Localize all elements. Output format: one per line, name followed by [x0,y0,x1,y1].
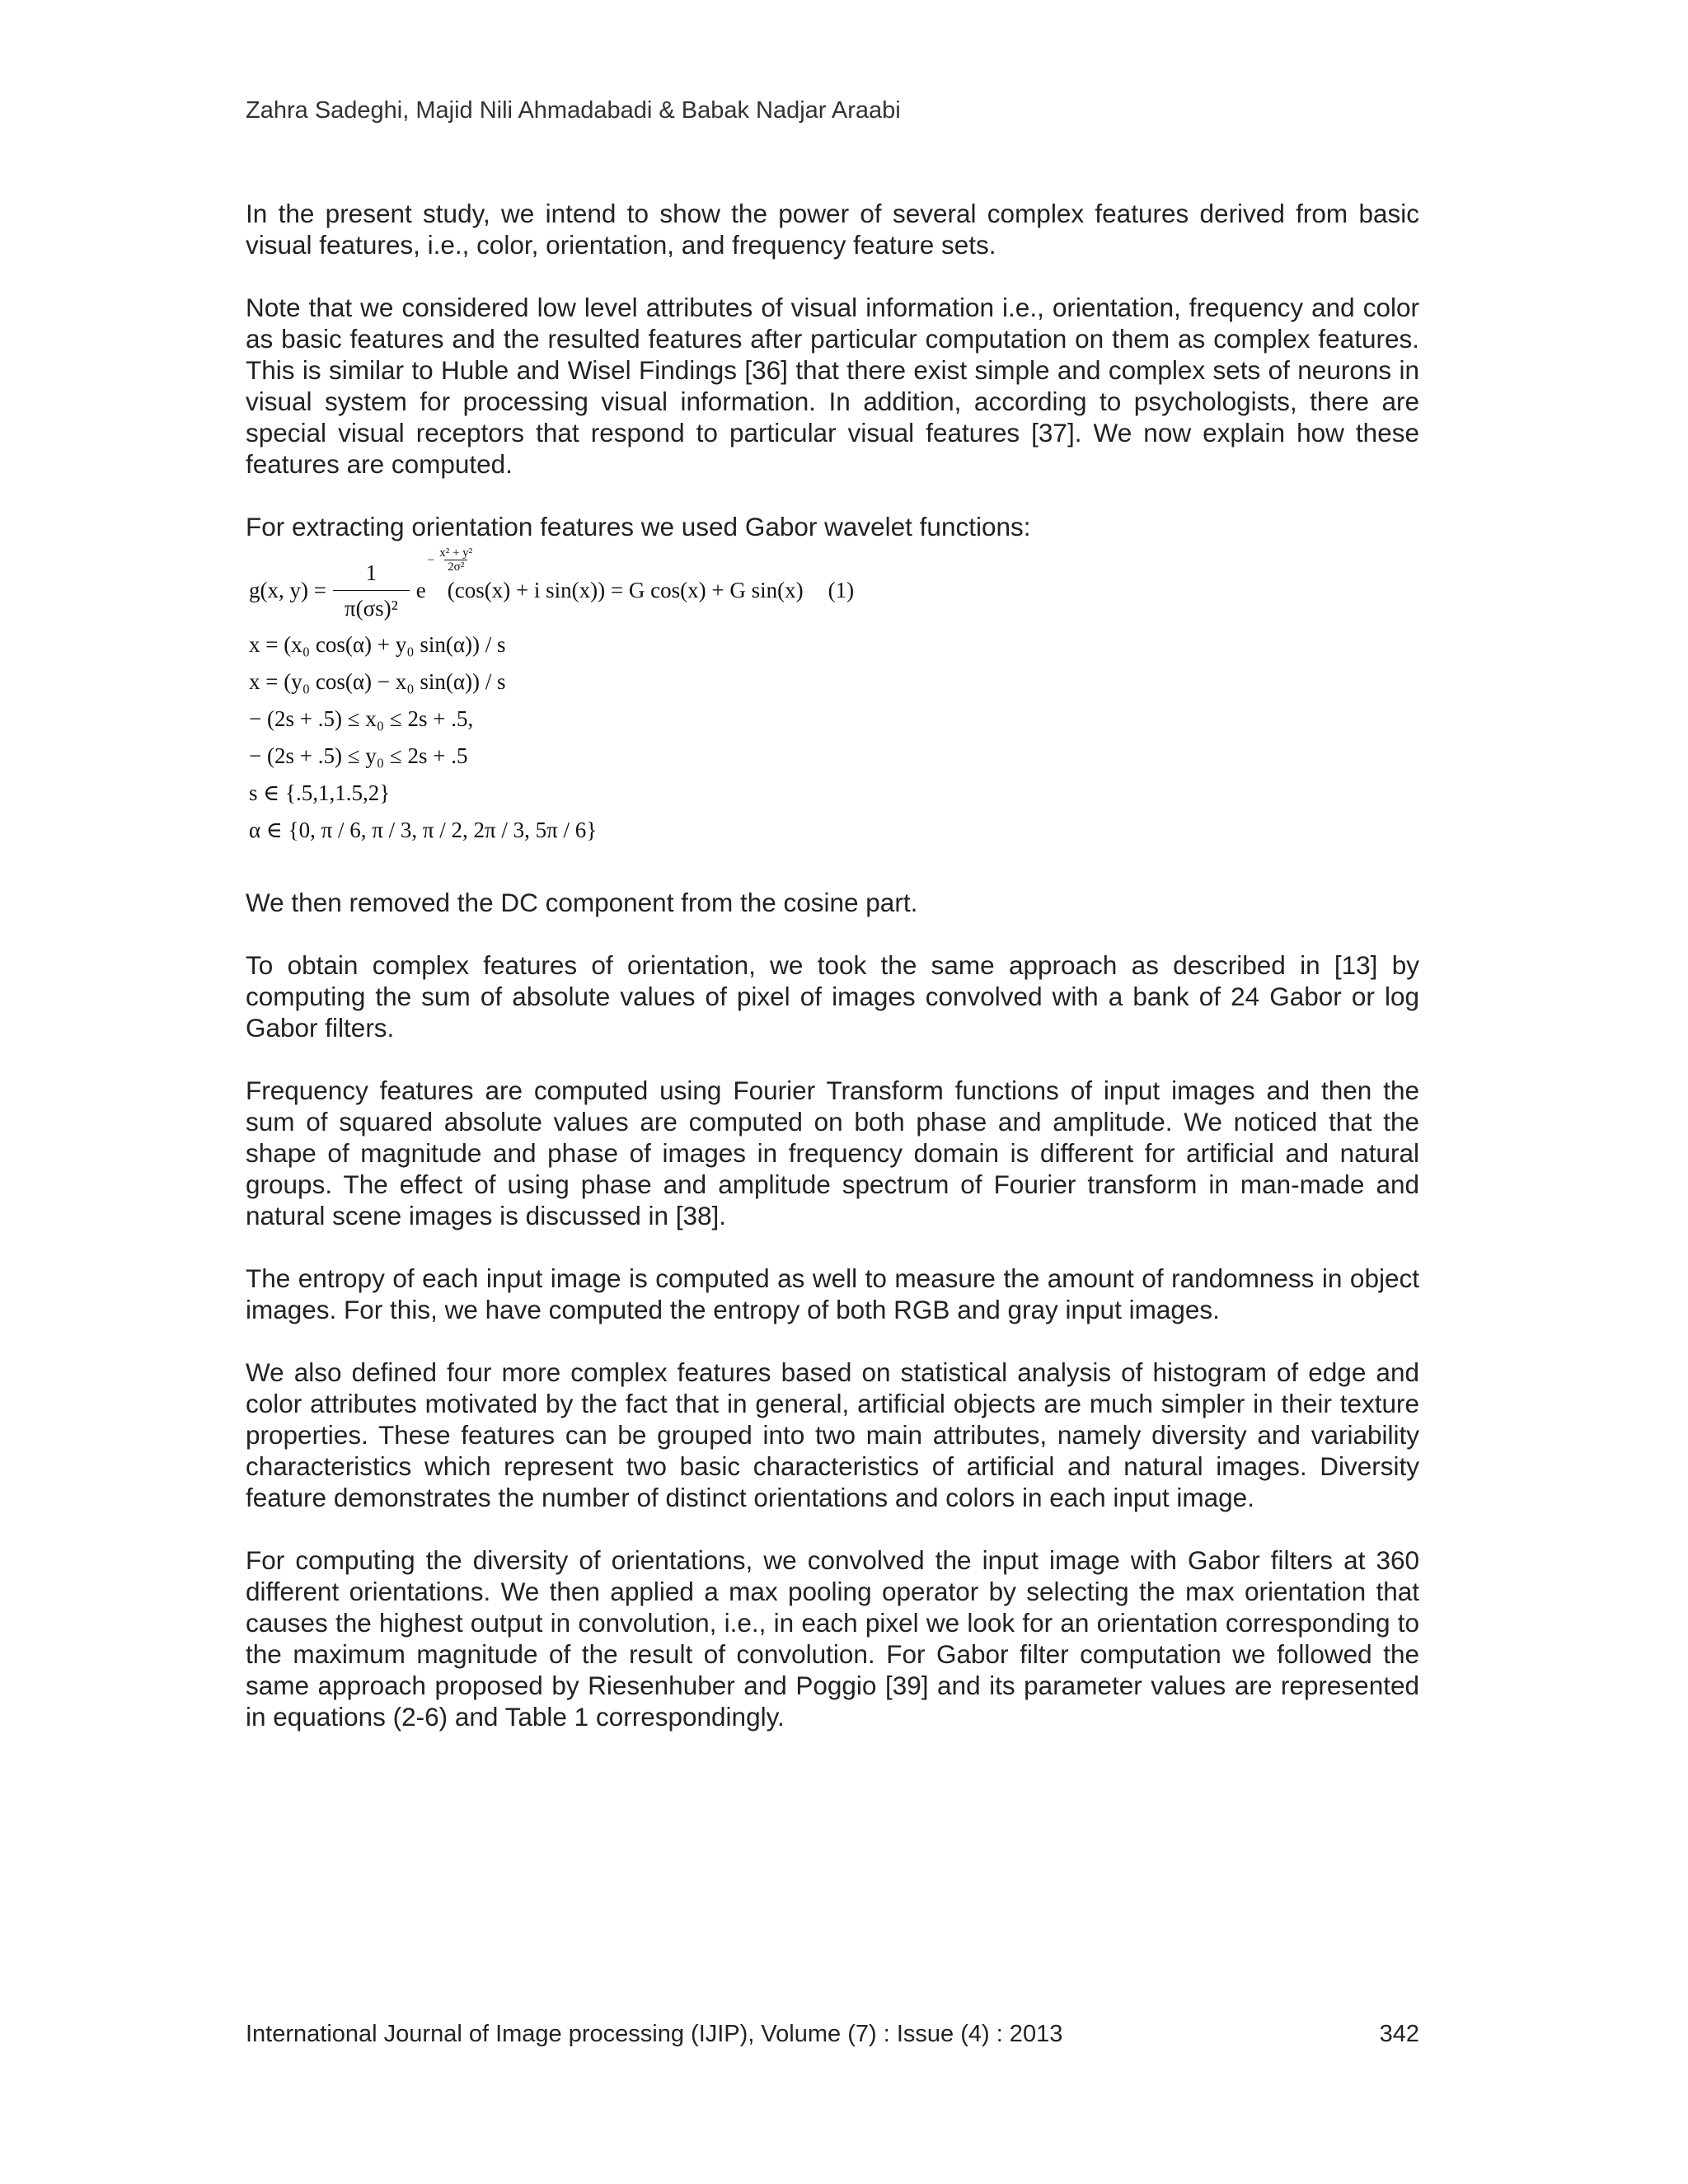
exponential-base: e [415,578,426,602]
exponent-denominator: 2σ² [444,560,467,574]
paragraph-basic-features: Note that we considered low level attributes of visual information i.e., orientation, frequency and color as basic features and the resulted features after particular computation on them as complex features. This is similar to Huble and Wisel Findings [36] that there exist simple and complex sets of neurons in visual system for processing visual information. In addition, according to psychologists, there are special visual receptors that respond to particular visual features [37]. We now explain how these features are computed. [246,293,1419,479]
equation-line-y0-range: − (2s + .5) ≤ y₀ ≤ 2s + .5 [249,743,468,768]
paragraph-entropy: The entropy of each input image is computed as well to measure the amount of randomness in object images. For this, we have computed the entropy of both RGB and gray input images. [246,1263,1419,1324]
paragraph-orientation-complex: To obtain complex features of orientation, we took the same approach as described in [13] by computing the sum of absolute values of pixel of images convolved with a bank of 24 Gabor or log Gabor filters. [246,950,1419,1043]
equation-line-scale-set: s ∈ {.5,1,1.5,2} [249,780,391,805]
fraction-numerator: 1 [365,560,377,585]
fraction-denominator: π(σs)² [333,590,410,624]
paragraph-gabor-intro: For extracting orientation features we used Gabor wavelet functions: [246,512,1031,541]
exponent-numerator: x² + y² [439,546,473,560]
equation-line-x-rotation: x = (x₀ cos(α) + y₀ sin(α)) / s [249,632,506,657]
footer-page-number: 342 [1379,2021,1419,2047]
paragraph-dc-component: We then removed the DC component from the cosine part. [246,888,918,917]
paragraph-frequency-features: Frequency features are computed using Fourier Transform functions of input images and then the sum of squared absolute values are computed on both phase and amplitude. We noticed that the shape of magnitude and phase of images in frequency domain is different for artificial and natural groups. The effect of using phase and amplitude spectrum of Fourier transform in man-made and natural scene images is discussed in [38]. [246,1076,1419,1230]
equation-fraction [333,557,410,624]
equation-line-x0-range: − (2s + .5) ≤ x₀ ≤ 2s + .5, [249,706,474,731]
paragraph-diversity: We also defined four more complex features based on statistical analysis of histogram of edge and color attributes motivated by the fact that in general, artificial objects are much simpler in their texture properties. These features can be grouped into two main attributes, namely diversity and variability characteristics which represent two basic characteristics of artificial and natural images. Diversity feature demonstrates the number of distinct orientations and colors in each input image. [246,1357,1419,1512]
footer-journal: International Journal of Image processing (IJIP), Volume (7) : Issue (4) : 2013 [246,2021,1063,2047]
exponent-fraction [436,546,476,574]
equation-number: (1) [828,578,855,602]
paragraph-orientation-diversity: For computing the diversity of orientations, we convolved the input image with Gabor filters at 360 different orientations. We then applied a max pooling operator by selecting the max orientation that causes the highest output in convolution, i.e., in each pixel we look for an orientation corresponding to the maximum magnitude of the result of convolution. For Gabor filter computation we followed the same approach proposed by Riesenhuber and Poggio [39] and its parameter values are represented in equations (2-6) and Table 1 correspondingly. [246,1545,1419,1732]
paragraph-intro: In the present study, we intend to show the power of several complex features derived from basic visual features, i.e., color, orientation, and frequency feature sets. [246,199,1419,260]
equation-lhs: g(x, y) = [249,578,326,602]
running-header-authors: Zahra Sadeghi, Majid Nili Ahmadabadi & Babak Nadjar Araabi [246,97,901,124]
equation-1 [249,546,1419,626]
gabor-equation-block [249,546,1419,849]
exponent-sign: − [427,553,435,567]
body-text [246,198,1419,1764]
equation-rhs: (cos(x) + i sin(x)) = G cos(x) + G sin(x) [447,578,804,602]
equation-line-y-rotation: x = (y₀ cos(α) − x₀ sin(α)) / s [249,669,506,694]
equation-line-alpha-set: α ∈ {0, π / 6, π / 3, π / 2, 2π / 3, 5π / 6} [249,818,598,842]
exponent [428,546,476,574]
exponential-term [415,546,473,606]
